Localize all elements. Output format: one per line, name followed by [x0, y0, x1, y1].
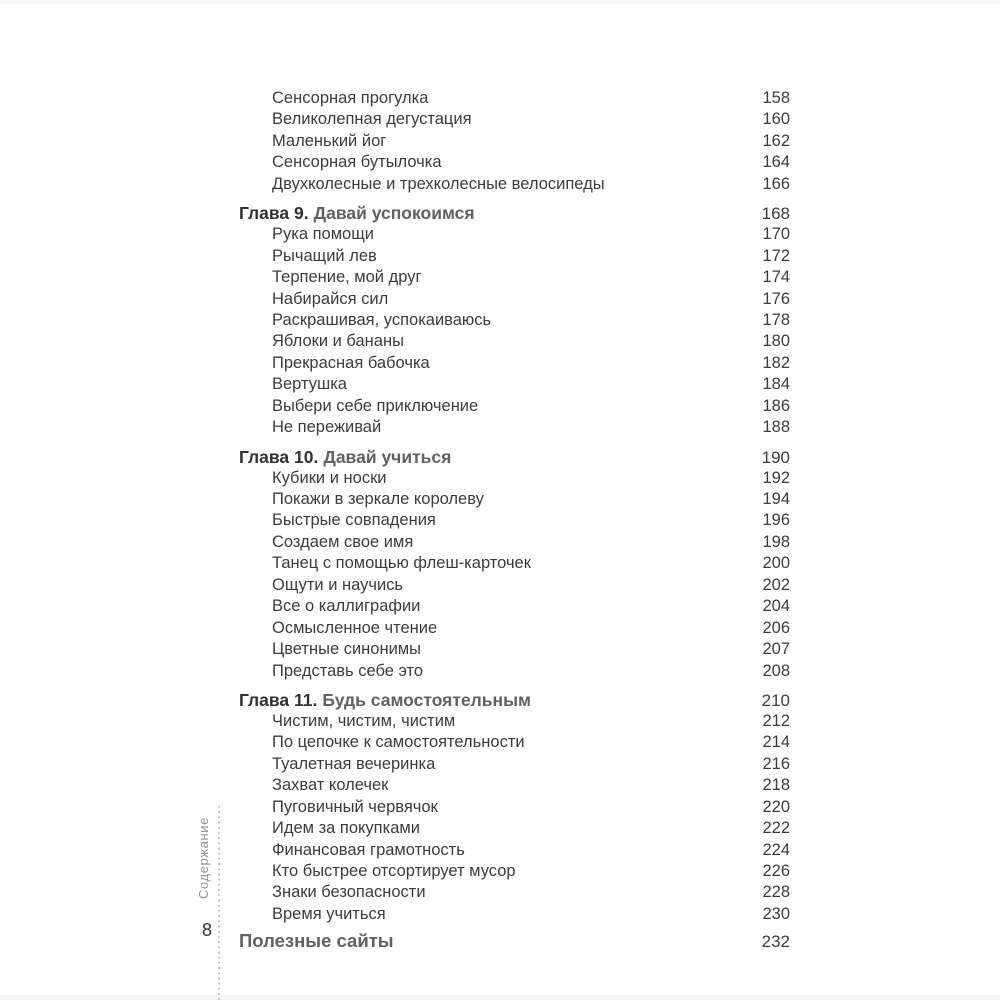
photo-edge-top [0, 0, 1000, 4]
chapter-number: Глава 10. [239, 446, 319, 467]
toc-item-row [239, 131, 790, 152]
toc-item-title: Яблоки и бананы [272, 332, 404, 351]
toc-item-page-number: 206 [762, 618, 790, 637]
toc-item-page-number: 216 [762, 754, 790, 773]
toc-item-title: Быстрые совпадения [272, 511, 436, 530]
chapter-page-number: 168 [761, 204, 790, 224]
toc-item-page-number: 196 [762, 511, 790, 530]
toc-item-page-number: 180 [762, 332, 790, 351]
toc-item-title: Захват колечек [272, 776, 389, 795]
chapter-title: Давай учиться [323, 446, 452, 467]
toc-item-title: Маленький йог [272, 131, 387, 150]
toc-item-title: Танец с помощью флеш-карточек [272, 554, 531, 573]
toc-item-row [239, 532, 790, 553]
sidebar-rotated-label: Содержание [196, 817, 211, 899]
toc-item-row [239, 374, 790, 395]
toc-item-page-number: 164 [762, 153, 790, 172]
dotted-rule [218, 806, 220, 1000]
toc-item-title: Знаки безопасности [272, 883, 426, 902]
chapter-page-number: 232 [761, 932, 790, 952]
toc-item-row [239, 331, 790, 352]
toc-item-row [239, 109, 790, 130]
toc-item-title: Выбери себе приключение [272, 396, 479, 415]
toc-item-title: Прекрасная бабочка [272, 353, 430, 372]
toc-item-title: Кто быстрее отсортирует мусор [272, 862, 516, 880]
toc-item-page-number: 202 [762, 575, 790, 594]
chapter-heading [239, 202, 475, 224]
toc-item-row [239, 468, 790, 489]
toc-item-title: Представь себе это [272, 661, 424, 680]
toc-item-title: Великолепная дегустация [272, 110, 472, 129]
toc-item-row [239, 174, 790, 195]
chapter-title: Полезные сайты [239, 930, 394, 952]
toc-item-page-number: 182 [762, 353, 790, 372]
toc-item-row [239, 661, 790, 682]
toc-item-page-number: 160 [762, 110, 790, 129]
toc-item-row [239, 618, 790, 639]
toc-item-page-number: 222 [762, 819, 790, 838]
toc-item-title: Не переживай [272, 418, 382, 437]
toc-item-row [239, 152, 790, 173]
toc-item-page-number: 207 [762, 640, 790, 659]
toc-item-row [239, 711, 790, 732]
toc-item-title: Сенсорная прогулка [272, 89, 429, 107]
toc-item-page-number: 214 [762, 733, 790, 752]
chapter-number: Глава 11. [239, 689, 318, 710]
chapter-title: Давай успокоимся [313, 203, 475, 224]
toc-item-title: Финансовая грамотность [272, 840, 465, 859]
toc-item-row [239, 596, 790, 617]
toc-item-row [239, 575, 790, 596]
toc-item-row [239, 861, 790, 882]
toc-item-title: Ощути и научись [272, 575, 404, 594]
toc-item-title: Время учиться [272, 904, 386, 923]
toc-item-title: По цепочке к самостоятельности [272, 733, 525, 752]
toc-item-title: Туалетная вечеринка [272, 754, 436, 773]
toc-item-page-number: 172 [762, 246, 790, 265]
toc-item-title: Сенсорная бутылочка [272, 153, 442, 172]
toc-item-row [239, 289, 790, 310]
toc-item-row [239, 246, 790, 267]
toc-item-page-number: 174 [762, 268, 790, 287]
chapter-heading [239, 689, 531, 711]
toc-item-page-number: 224 [762, 840, 790, 859]
toc-item-page-number: 230 [762, 904, 790, 923]
toc-item-page-number: 212 [762, 711, 790, 730]
toc-item-title: Пуговичный червячок [272, 797, 438, 816]
toc-item-page-number: 166 [762, 174, 790, 193]
toc-item-row [239, 553, 790, 574]
toc-item-row [239, 224, 790, 245]
toc-item-title: Рука помощи [272, 225, 375, 244]
toc-item-row [239, 88, 790, 109]
toc-item-row [239, 818, 790, 839]
toc-item-title: Покажи в зеркале королеву [272, 490, 484, 508]
page-number: 8 [201, 920, 212, 940]
toc-item-page-number: 188 [762, 418, 790, 437]
chapter-heading-row [239, 202, 790, 224]
photo-edge-bottom [0, 995, 1000, 1000]
toc-item-page-number: 200 [762, 554, 790, 573]
toc-item-title: Кубики и носки [272, 468, 387, 487]
toc-item-row [239, 732, 790, 753]
toc-item-page-number: 186 [762, 396, 790, 415]
toc-item-page-number: 226 [762, 862, 790, 880]
toc-item-row [239, 510, 790, 531]
toc-item-row [239, 840, 790, 861]
toc-item-title: Терпение, мой друг [272, 268, 422, 287]
toc-item-page-number: 162 [762, 131, 790, 150]
chapter-title: Будь самостоятельным [322, 689, 531, 710]
toc-item-page-number: 194 [762, 490, 790, 508]
chapter-heading-row [239, 930, 790, 952]
toc-item-page-number: 192 [762, 468, 790, 487]
chapter-heading-row [239, 446, 790, 468]
chapter-heading-row [239, 689, 790, 711]
toc-item-row [239, 775, 790, 796]
toc-item-row [239, 267, 790, 288]
toc-item-page-number: 208 [762, 661, 790, 680]
toc-item-title: Все о каллиграфии [272, 597, 421, 616]
toc-item-page-number: 218 [762, 776, 790, 795]
toc-item-row [239, 882, 790, 903]
toc-item-title: Вертушка [272, 375, 347, 394]
toc-item-title: Раскрашивая, успокаиваюсь [272, 310, 492, 329]
toc-item-page-number: 158 [762, 89, 790, 107]
chapter-heading [239, 446, 451, 468]
toc-item-title: Рычащий лев [272, 246, 377, 265]
toc-item-page-number: 198 [762, 532, 790, 551]
table-of-contents [239, 88, 790, 952]
toc-item-title: Цветные синонимы [272, 640, 421, 659]
toc-item-title: Осмысленное чтение [272, 618, 438, 637]
toc-item-title: Двухколесные и трехколесные велосипеды [272, 174, 605, 193]
toc-item-row [239, 353, 790, 374]
chapter-page-number: 190 [761, 447, 790, 467]
toc-item-page-number: 204 [762, 597, 790, 616]
toc-item-page-number: 178 [762, 310, 790, 329]
toc-item-page-number: 176 [762, 289, 790, 308]
toc-item-page-number: 184 [762, 375, 790, 394]
toc-item-row [239, 639, 790, 660]
toc-item-row [239, 754, 790, 775]
chapter-page-number: 210 [761, 690, 790, 710]
toc-item-row [239, 489, 790, 510]
toc-item-page-number: 220 [762, 797, 790, 816]
toc-item-title: Создаем свое имя [272, 532, 414, 551]
toc-item-row [239, 904, 790, 925]
toc-item-row [239, 797, 790, 818]
toc-item-page-number: 170 [762, 225, 790, 244]
toc-item-row [239, 396, 790, 417]
chapter-heading [239, 930, 394, 952]
toc-item-row [239, 310, 790, 331]
toc-item-title: Набирайся сил [272, 289, 389, 308]
chapter-number: Глава 9. [239, 203, 309, 224]
toc-item-row [239, 417, 790, 438]
toc-item-page-number: 228 [762, 883, 790, 902]
toc-item-title: Идем за покупками [272, 819, 420, 838]
toc-item-title: Чистим, чистим, чистим [272, 711, 456, 730]
